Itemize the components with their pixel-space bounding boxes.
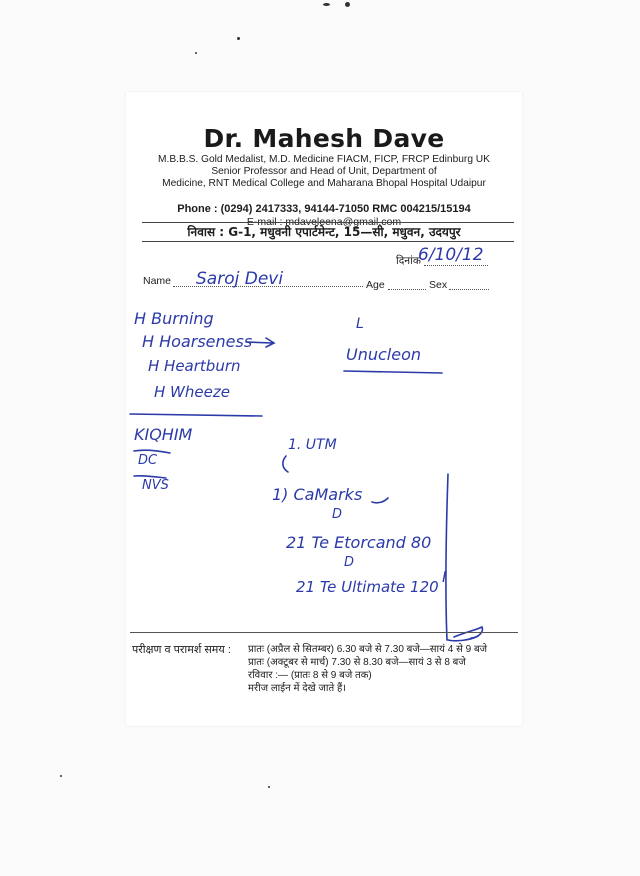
handwritten-note: NVS <box>142 478 169 493</box>
date-label: दिनांक <box>396 255 421 267</box>
timing-line: प्रातः (अक्टूबर से मार्च) 7.30 से 8.30 बजे—सायं 3 से 8 बजे <box>248 657 466 668</box>
rx-line: 1. UTM <box>288 437 337 453</box>
rx-line: D <box>344 555 355 570</box>
rx-line: 1) CaMarks <box>272 485 363 504</box>
rx-line: 21 Te Etorcand 80 <box>286 533 432 552</box>
complaint-item: H Burning <box>134 309 214 328</box>
scan-speck <box>268 786 270 788</box>
doctor-name: Dr. Mahesh Dave <box>203 124 445 153</box>
prescription-sheet <box>126 92 522 726</box>
complaint-item: H Heartburn <box>148 357 241 375</box>
scan-speck <box>195 52 197 54</box>
phone-line: Phone : (0294) 2417333, 94144-71050 RMC 004215/15194 <box>177 203 471 215</box>
handwritten-patient-name: Saroj Devi <box>196 269 284 289</box>
handwritten-date: 6/10/12 <box>418 245 484 265</box>
timing-line: मरीज लाईन में देखे जाते हैं। <box>248 683 347 694</box>
age-label: Age <box>366 279 385 291</box>
handwritten-note: L <box>356 316 364 332</box>
scan-speck <box>323 3 330 6</box>
rx-line: D <box>332 507 343 522</box>
email-line: E-mail : mdaveleena@gmail.com <box>246 216 402 228</box>
name-label: Name <box>143 275 172 287</box>
qualifications: M.B.B.S. Gold Medalist, M.D. Medicine FIACM, FICP, FRCP Edinburg UK <box>158 154 490 165</box>
handwritten-note: DC <box>138 453 158 468</box>
rx-line: 21 Te Ultimate 120 <box>296 578 439 596</box>
scan-speck <box>345 2 350 7</box>
handwritten-note: Unucleon <box>346 345 422 364</box>
complaint-item: H Hoarseness <box>142 332 253 351</box>
scan-speck <box>60 775 62 777</box>
handwritten-note: KIQHIM <box>134 425 193 444</box>
handwriting-layer <box>126 92 522 726</box>
scan-speck <box>237 37 240 40</box>
footer-divider <box>130 632 518 633</box>
residence-address: निवास : G-1, मधुवनी एपार्टमेन्ट, 15—सी, मधुवन, उदयपुर <box>187 225 461 239</box>
timing-line: रविवार :— (प्रातः 8 से 9 बजे तक) <box>248 670 372 681</box>
consultation-time-title: परीक्षण व परामर्श समय : <box>132 644 231 656</box>
hospital: Medicine, RNT Medical College and Maharana Bhopal Hospital Udaipur <box>162 178 486 189</box>
complaint-item: H Wheeze <box>154 383 230 401</box>
rx-line: I <box>442 568 447 586</box>
position: Senior Professor and Head of Unit, Department of <box>211 166 437 177</box>
timing-line: प्रातः (अप्रैल से सितम्बर) 6.30 बजे से 7.30 बजे—सायं 4 से 9 बजे <box>248 644 488 655</box>
sex-label: Sex <box>429 279 448 291</box>
